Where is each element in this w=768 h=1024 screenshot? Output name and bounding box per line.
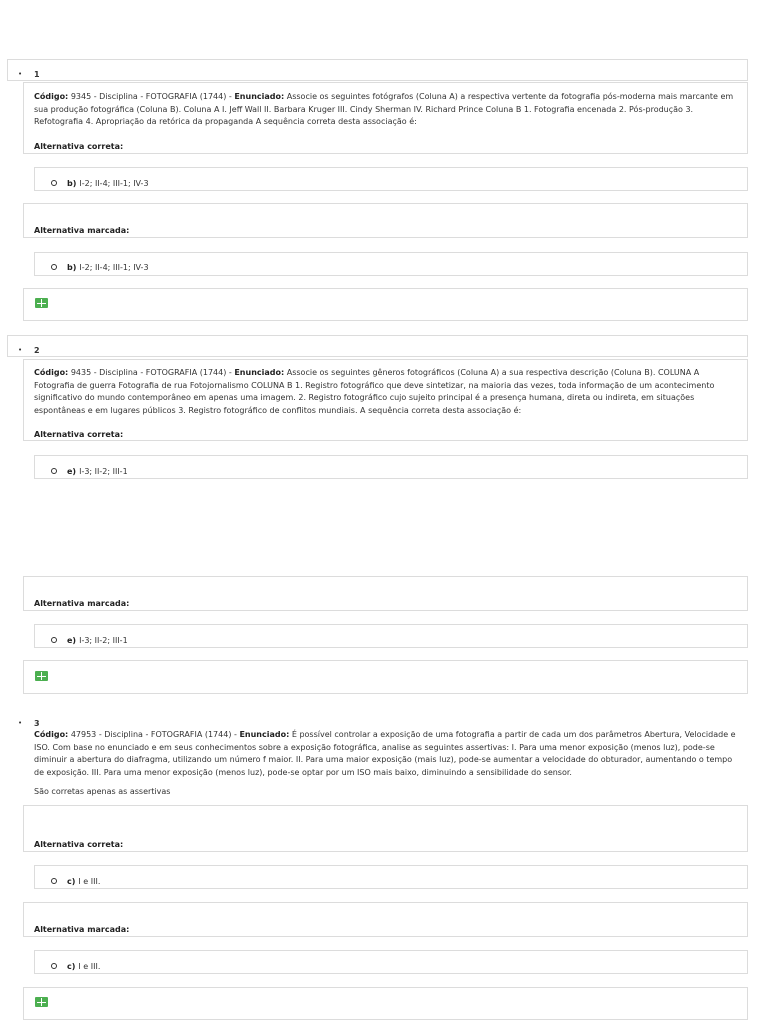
answer-letter: c) [67, 877, 76, 886]
circle-bullet-icon [51, 264, 57, 270]
question-statement [34, 367, 740, 417]
check-plus-icon[interactable] [35, 298, 48, 308]
enunciado-label: Enunciado: [234, 92, 285, 101]
enunciado-label: Enunciado: [234, 368, 285, 377]
marked-answer [51, 962, 100, 971]
correct-answer [51, 877, 100, 886]
answer-letter: e) [67, 467, 77, 476]
check-plus-icon[interactable] [35, 997, 48, 1007]
question-number: 2 [34, 346, 40, 355]
question-number: 3 [34, 719, 40, 728]
circle-bullet-icon [51, 468, 57, 474]
correct-answer-box [34, 865, 748, 889]
marked-answer-box [34, 624, 748, 648]
correct-answer-box [34, 455, 748, 479]
answer-text: I e III. [78, 877, 101, 886]
enunciado-label: Enunciado: [239, 730, 290, 739]
answer-letter: b) [67, 179, 77, 188]
answer-letter: c) [67, 962, 76, 971]
circle-bullet-icon [51, 878, 57, 884]
correct-answer [51, 467, 128, 476]
circle-bullet-icon [51, 637, 57, 643]
check-plus-icon[interactable] [35, 671, 48, 681]
discipline-text: - Disciplina - FOTOGRAFIA (1744) - [93, 368, 232, 377]
code-label: Código: [34, 368, 69, 377]
marked-answer-box [34, 950, 748, 974]
marked-answer-label: Alternativa marcada: [34, 226, 130, 235]
answer-text: I-3; II-2; III-1 [79, 467, 128, 476]
discipline-text: - Disciplina - FOTOGRAFIA (1744) - [93, 92, 232, 101]
circle-bullet-icon [51, 963, 57, 969]
code-label: Código: [34, 730, 69, 739]
marked-answer-label: Alternativa marcada: [34, 599, 130, 608]
question-code: 47953 [70, 730, 97, 739]
question-body-box [23, 805, 748, 852]
correct-answer-label: Alternativa correta: [34, 430, 124, 439]
correct-answer-label: Alternativa correta: [34, 142, 124, 151]
result-box [23, 288, 748, 321]
correct-answer [51, 179, 149, 188]
answer-text: I-3; II-2; III-1 [79, 636, 128, 645]
question-code: 9435 [70, 368, 92, 377]
list-bullet: • [18, 346, 23, 354]
answer-letter: b) [67, 263, 77, 272]
question-statement [34, 729, 740, 779]
result-box [23, 987, 748, 1020]
answer-text: I-2; II-4; III-1; IV-3 [79, 263, 149, 272]
correct-answer-label: Alternativa correta: [34, 840, 124, 849]
code-label: Código: [34, 92, 69, 101]
enunciado-text: Associe os seguintes fotógrafos (Coluna A) a respectiva vertente da fotografia pós-moderna mais marcante em sua produção fotográfica (Coluna B). Coluna A I. Jeff Wall II. Barbara Kruger III. Cindy Sherman IV. Richard Prince Coluna B 1. Fotografia encenada 2. Pós-produção 3. Refotografia 4. Apropriação da retórica da propaganda A sequência correta desta associação é: [34, 92, 734, 126]
result-box [23, 660, 748, 694]
marked-answer-header-box [23, 576, 748, 611]
question-number: 1 [34, 70, 40, 79]
answer-text: I e III. [78, 962, 101, 971]
answer-letter: e) [67, 636, 77, 645]
list-bullet: • [18, 719, 23, 727]
answer-text: I-2; II-4; III-1; IV-3 [79, 179, 149, 188]
marked-answer-header-box [23, 902, 748, 937]
discipline-text: - Disciplina - FOTOGRAFIA (1744) - [98, 730, 237, 739]
enunciado-text: É possível controlar a exposição de uma fotografia a partir de cada um dos parâmetros Abertura, Velocidade e ISO. Com base no enunciado e em seus conhecimentos sobre a exposição fotográfica, analise as seguintes assertivas: I. Para uma menor exposição (menos luz), pode-se diminuir a abertura do diafragma, utilizando um número f maior. II. Para uma maior exposição (mais luz), pode-se aumentar a velocidade do obturador, aumentando o tempo de exposição. III. Para uma menor exposição (menos luz), pode-se optar por um ISO mais baixo, diminuindo a sensibilidade do sensor. [34, 730, 736, 777]
question-code: 9345 [70, 92, 92, 101]
question-header-box [7, 59, 748, 81]
list-bullet: • [18, 70, 23, 78]
question-extra-text: São corretas apenas as assertivas [34, 787, 171, 796]
question-statement [34, 91, 740, 129]
circle-bullet-icon [51, 180, 57, 186]
enunciado-text: Associe os seguintes gêneros fotográficos (Coluna A) a sua respectiva descrição (Coluna B). COLUNA A Fotografia de guerra Fotografia de rua Fotojornalismo COLUNA B 1. Registro fotográfico que deve sintetizar, na maioria das vezes, toda informação de um acontecimento significativo do mundo contemporâneo em apenas uma imagem. 2. Registro fotográfico cujo sujeito principal é a presença humana, direta ou indireta, em situações espontâneas e em lugares públicos 3. Registro fotográfico de conflitos mundiais. A sequência correta desta associação é: [34, 368, 715, 415]
marked-answer [51, 263, 149, 272]
question-header-box [7, 335, 748, 357]
marked-answer-label: Alternativa marcada: [34, 925, 130, 934]
marked-answer [51, 636, 128, 645]
marked-answer-header-box [23, 203, 748, 238]
